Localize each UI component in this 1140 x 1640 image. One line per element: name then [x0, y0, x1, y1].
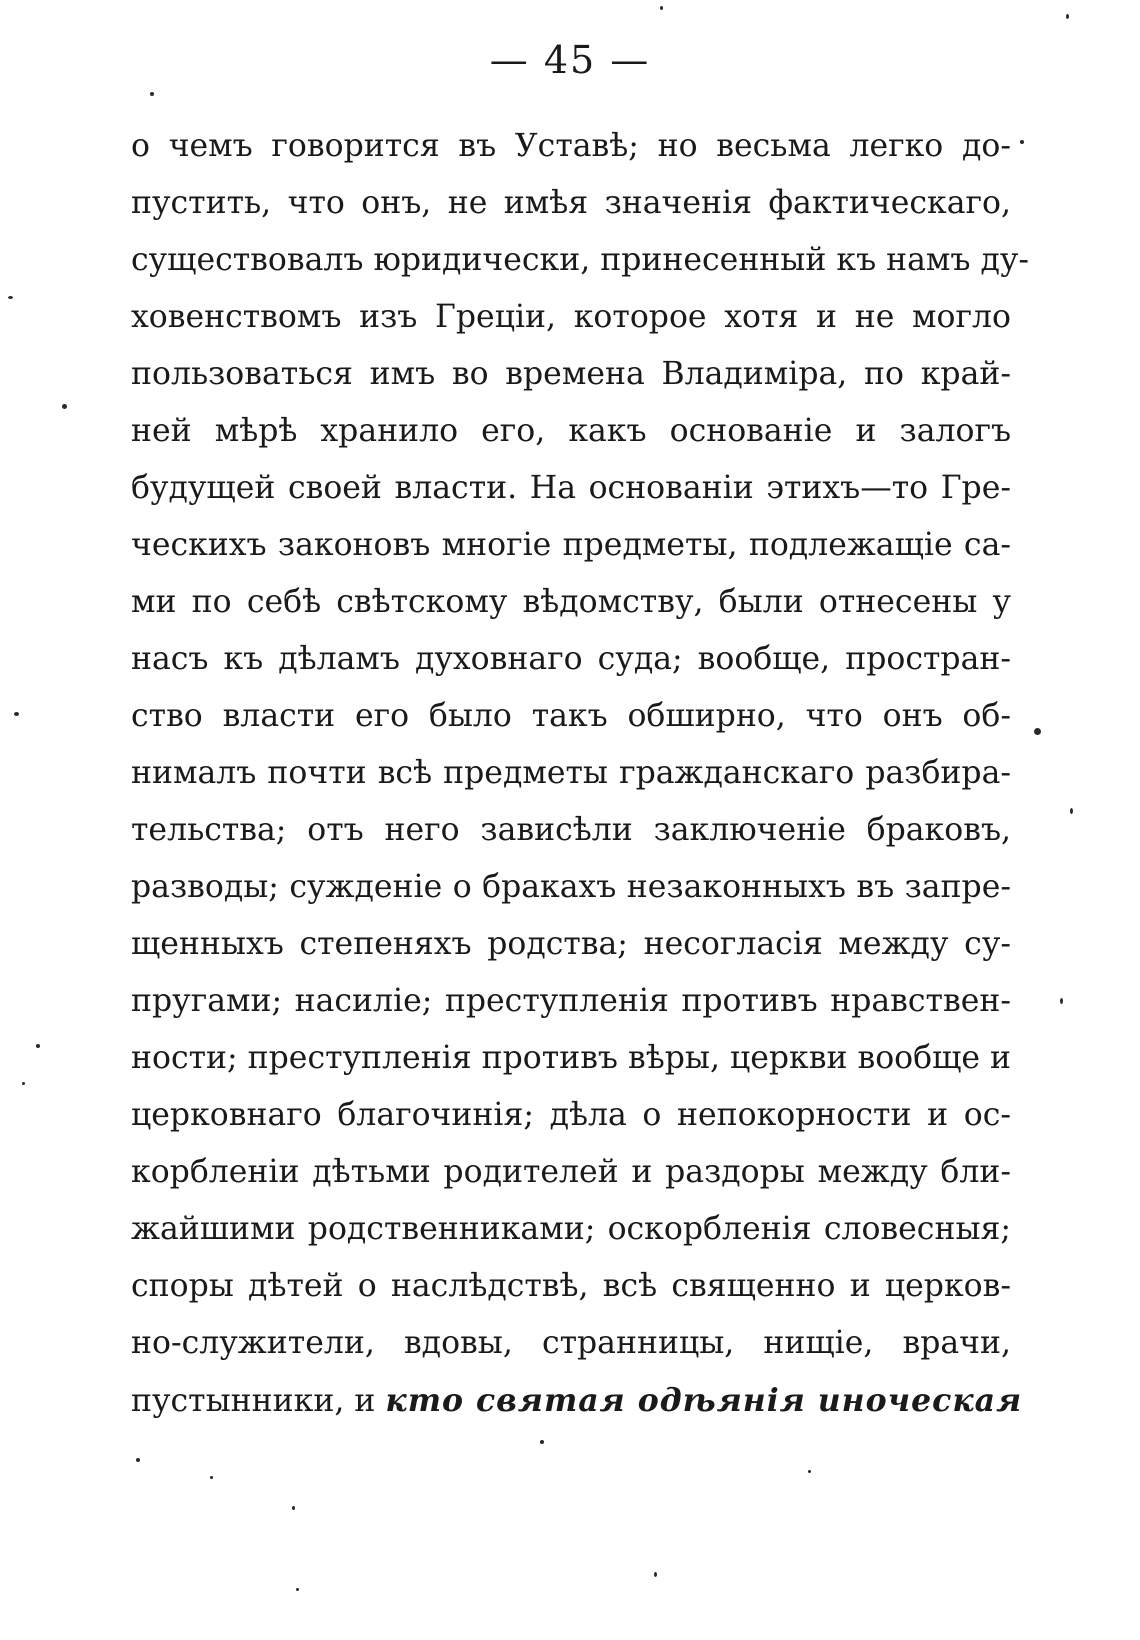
scan-speck — [660, 6, 663, 10]
scan-speck — [62, 404, 67, 409]
text-line: споры дѣтей о наслѣдствѣ, всѣ священно и церков- — [131, 1268, 1011, 1304]
scan-speck — [1034, 728, 1041, 735]
text-line: корбленіи дѣтьми родителей и раздоры между бли- — [131, 1154, 1011, 1190]
last-line-regular: пустынники, и — [131, 1383, 376, 1419]
text-line: пругами; насиліе; преступленія противъ нравствен- — [131, 983, 1011, 1019]
text-line: ности; преступленія противъ вѣры, церкви вообще и — [131, 1040, 1012, 1076]
scan-speck — [540, 1440, 544, 1444]
scan-speck — [36, 1044, 40, 1048]
text-line: существовалъ юридически, принесенный къ намъ ду- — [131, 242, 1030, 278]
scan-speck — [654, 1572, 657, 1577]
text-line: ней мѣрѣ хранило его, какъ основаніе и залогъ — [131, 413, 1011, 449]
text-line: жайшими родственниками; оскорбленія словесныя; — [131, 1211, 1011, 1247]
text-line: о чемъ говорится въ Уставѣ; но весьма легко до- — [131, 128, 1011, 164]
text-line-last — [131, 1372, 1023, 1429]
scan-speck — [296, 1588, 299, 1591]
text-line: нималъ почти всѣ предметы гражданскаго разбира- — [131, 755, 1011, 791]
text-line: но-служители, вдовы, странницы, нищіе, врачи, — [131, 1325, 1011, 1361]
scan-speck — [136, 1458, 140, 1462]
scan-speck — [22, 1082, 25, 1085]
scan-speck — [14, 712, 19, 716]
scan-speck — [8, 296, 13, 299]
scan-speck — [808, 1470, 811, 1473]
scan-speck — [1020, 140, 1024, 144]
text-line: ми по себѣ свѣтскому вѣдомству, были отнесены у — [131, 584, 1011, 620]
scan-speck — [292, 1506, 295, 1510]
scan-speck — [150, 92, 154, 96]
text-line: будущей своей власти. На основаніи этихъ—то Гре- — [131, 470, 1011, 506]
page-number: — 45 — — [489, 38, 651, 82]
text-line: тельства; отъ него зависѣли заключеніе браковъ, — [131, 812, 1011, 848]
scan-speck — [1060, 998, 1063, 1004]
last-line-italic: кто святая одѣянія иноческая — [385, 1382, 1023, 1419]
scan-speck — [210, 1476, 213, 1479]
scan-speck — [1066, 14, 1069, 19]
text-line: щенныхъ степеняхъ родства; несогласія между су- — [131, 926, 1011, 962]
text-line: разводы; сужденіе о бракахъ незаконныхъ въ запре- — [131, 869, 1011, 905]
text-line: пользоваться имъ во времена Владиміра, по край- — [131, 356, 1011, 392]
text-line: ческихъ законовъ многіе предметы, подлежащіе са- — [131, 527, 1011, 563]
text-line: ство власти его было такъ обширно, что онъ об- — [131, 698, 1011, 734]
text-line: пустить, что онъ, не имѣя значенія фактическаго, — [131, 185, 1011, 221]
text-line: насъ къ дѣламъ духовнаго суда; вообще, простран- — [131, 641, 1011, 677]
text-line: ховенствомъ изъ Греціи, которое хотя и не могло — [131, 299, 1011, 335]
body-text — [131, 118, 1030, 1429]
scan-speck — [1070, 808, 1073, 814]
text-line: церковнаго благочинія; дѣла о непокорности и ос- — [131, 1097, 1011, 1133]
